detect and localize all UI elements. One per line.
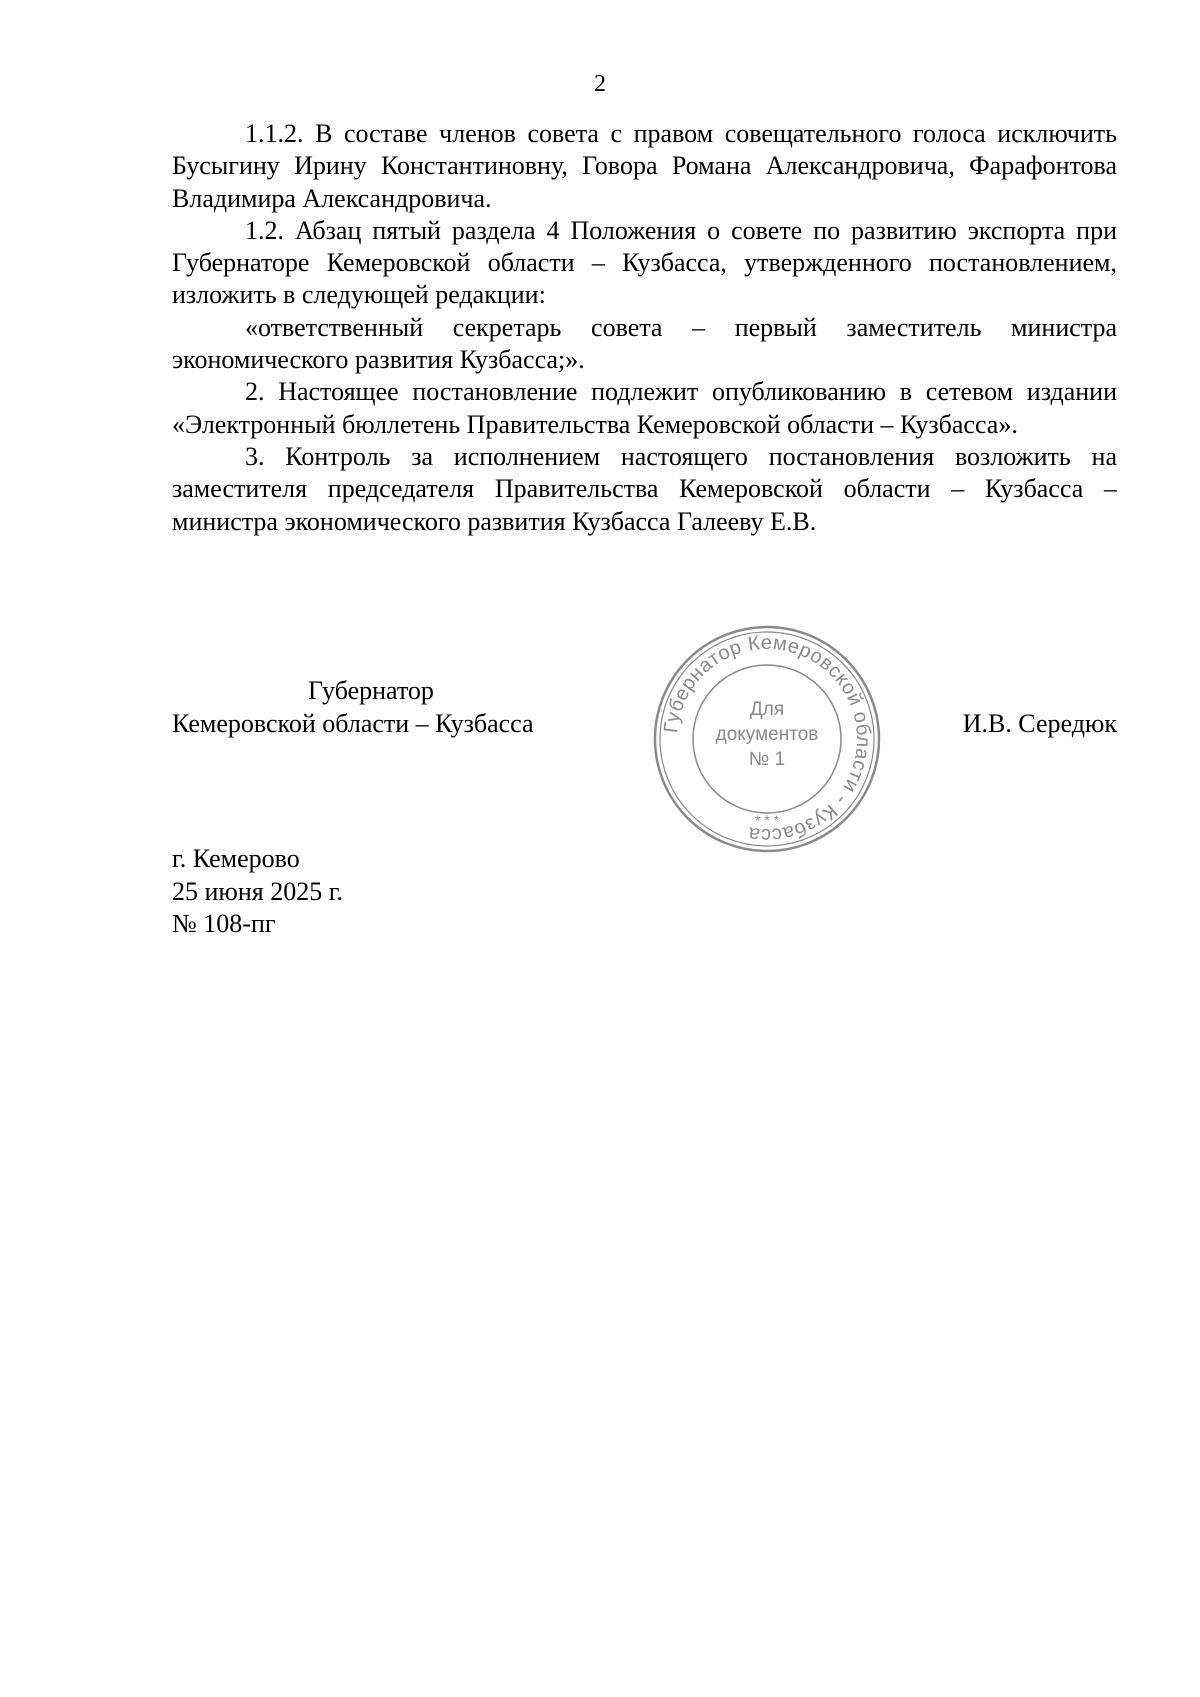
document-body	[172, 118, 1117, 538]
signature-block	[172, 675, 1117, 755]
seal-bottom-mark: * * *	[754, 812, 780, 828]
date: 25 июня 2025 г.	[172, 876, 343, 906]
place-date-block	[172, 843, 343, 941]
place: г. Кемерово	[172, 844, 300, 873]
page-number: 2	[594, 71, 606, 97]
seal-center-line3: № 1	[748, 749, 786, 770]
paragraph-2: 2. Настоящее постановление подлежит опубликованию в сетевом издании «Электронный бюллетень Правительства Кемеровской области – Кузбасса».	[172, 377, 1117, 439]
paragraph-1-2: 1.2. Абзац пятый раздела 4 Положения о совете по развитию экспорта при Губернаторе Кемеровской области – Кузбасса, утвержденного постановлением, изложить в следующей редакции:	[172, 215, 1117, 310]
seal-center-line1: Для	[749, 699, 785, 720]
document-number: № 108-пг	[172, 909, 276, 938]
signer-name: И.В. Середюк	[962, 709, 1117, 738]
seal-graphic	[650, 622, 884, 856]
seal-ring-text: Губернатор Кемеровской области - Кузбасса	[660, 631, 875, 847]
signer-title-line1: Губернатор	[308, 676, 434, 705]
paragraph-quote: «ответственный секретарь совета – первый заместитель министра экономического развития Кузбасса;».	[172, 312, 1117, 375]
signer-title-line2: Кемеровской области – Кузбасса	[172, 709, 534, 738]
paragraph-3: 3. Контроль за исполнением настоящего постановления возложить на заместителя председателя Правительства Кемеровской области – Кузбасса – министра экономического развития Кузбасса Галееву Е.В.	[172, 441, 1117, 536]
seal-center-line2: документов	[715, 724, 819, 745]
paragraph-1-1-2: 1.1.2. В составе членов совета с правом совещательного голоса исключить Бусыгину Ирину Константиновну, Говора Романа Александровича, Фарафонтова Владимира Александровича.	[172, 119, 1117, 213]
official-seal	[650, 622, 884, 856]
